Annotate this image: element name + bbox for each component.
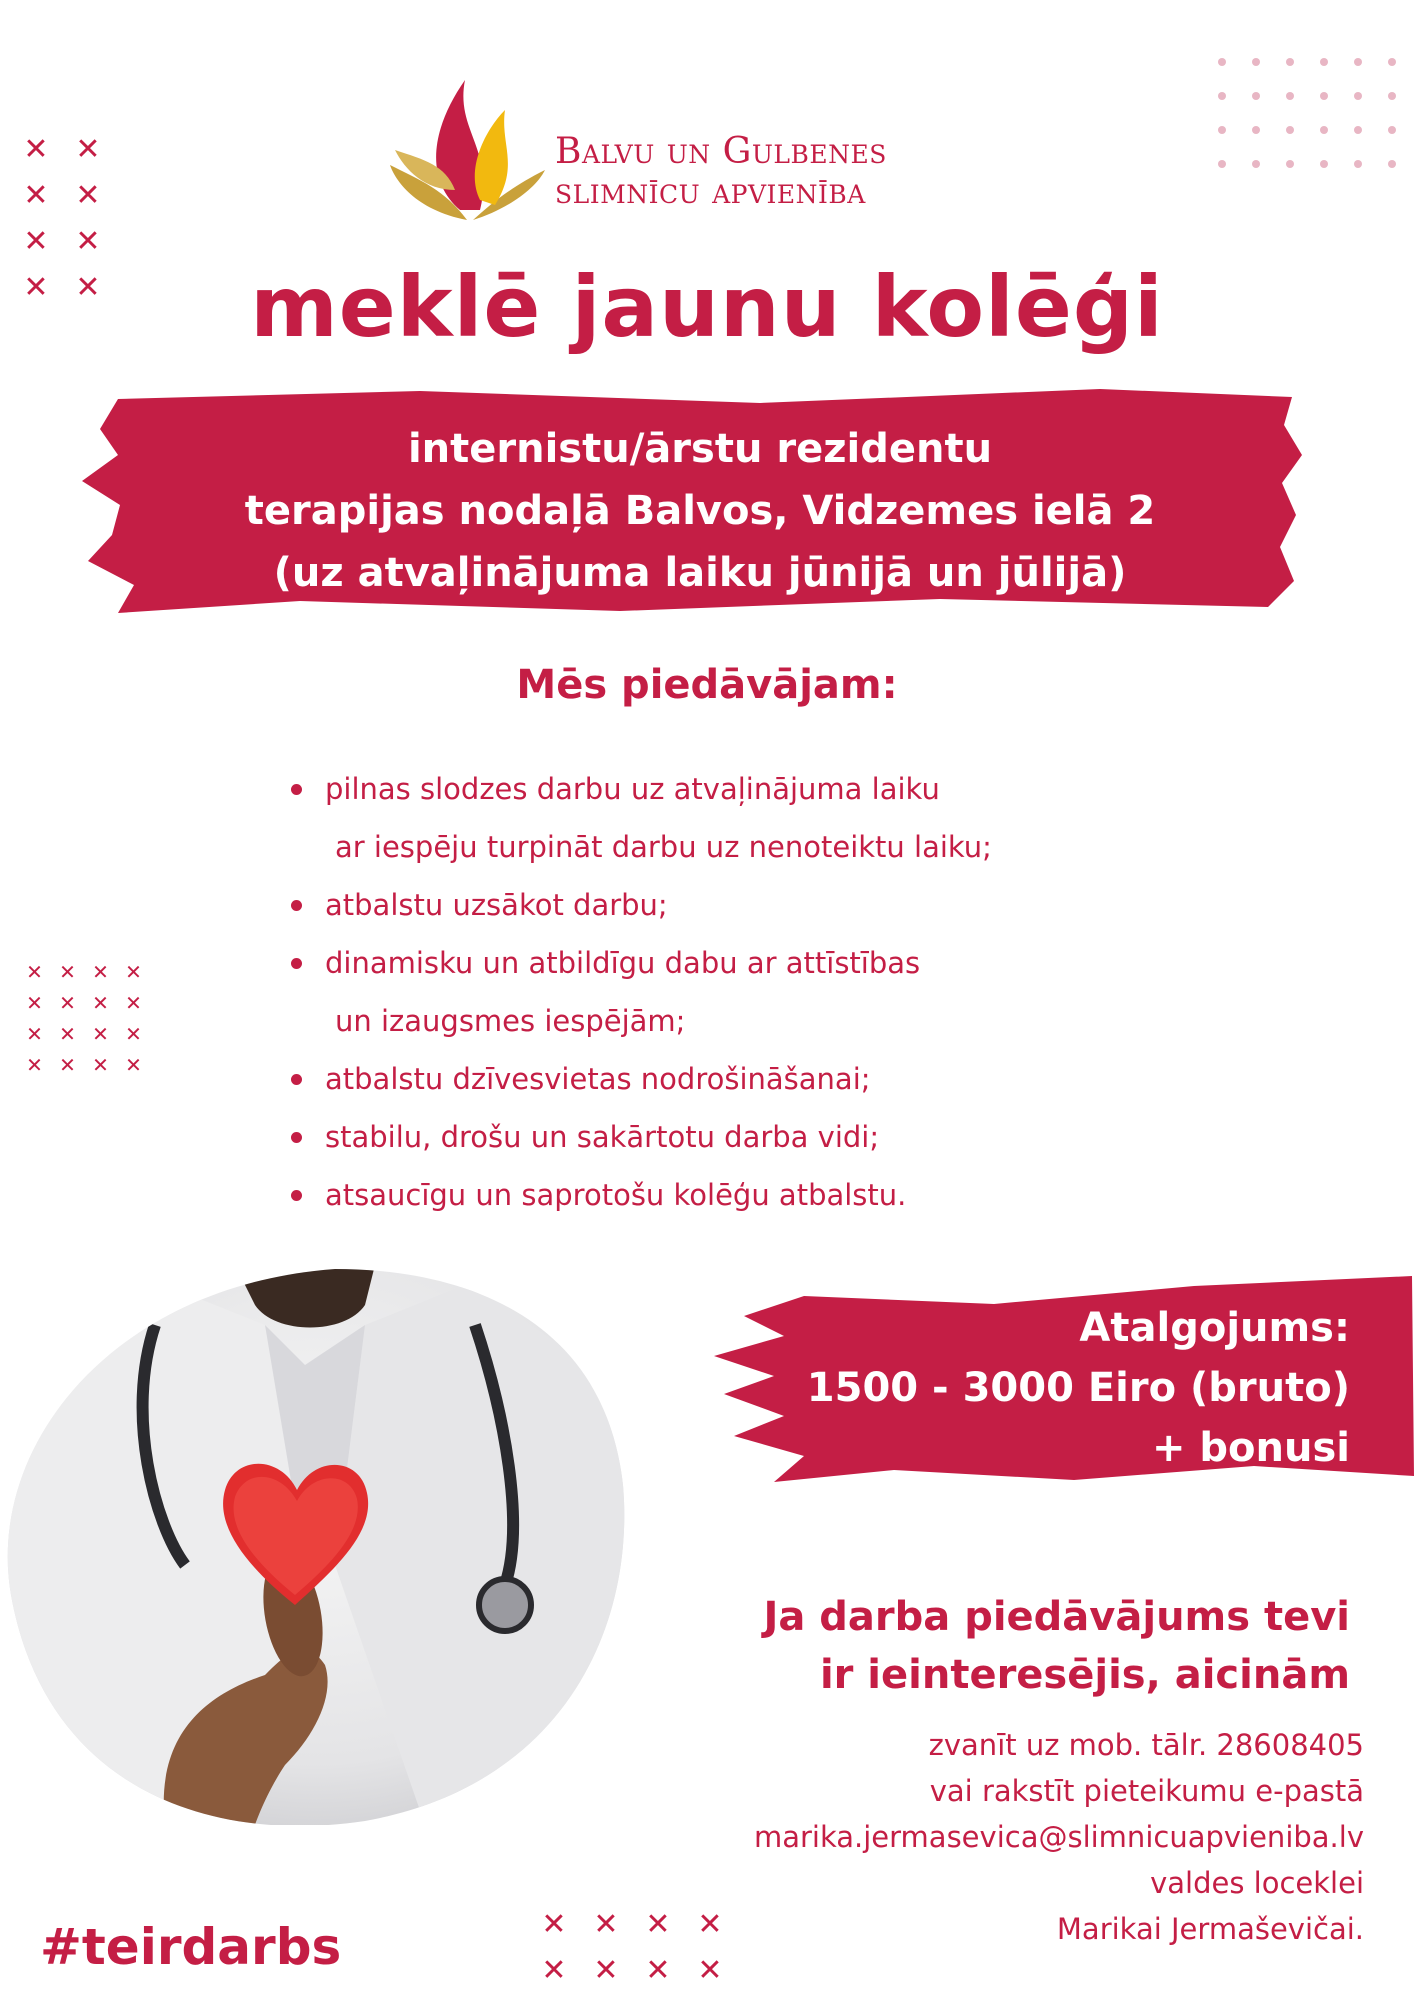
bullet-icon xyxy=(291,900,302,911)
benefit-text-cont: ar iespēju turpināt darbu uz nenoteiktu laiku; xyxy=(335,830,992,864)
salary-range: 1500 - 3000 Eiro (bruto) xyxy=(806,1365,1350,1411)
contact-phone[interactable]: zvanīt uz mob. tālr. 28608405 xyxy=(928,1728,1364,1762)
contact-email-intro: vai rakstīt pieteikumu e-pastā xyxy=(929,1774,1364,1808)
contact-name: Marikai Jermaševičai. xyxy=(1056,1912,1364,1946)
list-item xyxy=(285,1108,1165,1166)
offer-title: Mēs piedāvājam: xyxy=(516,662,898,708)
benefit-text-cont: un izaugsmes iespējām; xyxy=(335,1004,686,1038)
decor-crosses-mid-left: ✕ ✕ ✕ ✕ ✕ ✕ ✕ ✕ ✕ ✕ ✕ ✕ ✕ ✕ ✕ ✕ xyxy=(26,960,142,1077)
position-banner-text xyxy=(150,418,1250,604)
bullet-icon xyxy=(291,784,302,795)
list-item xyxy=(285,876,1165,934)
benefits-list xyxy=(285,760,1165,1224)
list-item xyxy=(285,1050,1165,1108)
hashtag: #teirdarbs xyxy=(40,1918,342,1976)
logo-line-1: Balvu un Gulbenes xyxy=(555,131,887,172)
position-period: (uz atvaļinājuma laiku jūnijā un jūlijā) xyxy=(273,550,1127,596)
benefit-text: atbalstu uzsākot darbu; xyxy=(325,888,668,922)
salary-label: Atalgojums: xyxy=(1079,1305,1350,1351)
bullet-icon xyxy=(291,1132,302,1143)
bullet-icon xyxy=(291,1074,302,1085)
logo-line-2: slimnīcu apvienība xyxy=(555,170,866,212)
benefit-text: atbalstu dzīvesvietas nodrošināšanai; xyxy=(325,1062,871,1096)
benefit-text: pilnas slodzes darbu uz atvaļinājuma laiku xyxy=(325,772,940,806)
bullet-icon xyxy=(291,958,302,969)
doctor-heart-photo xyxy=(5,1265,625,1825)
contact-block xyxy=(754,1722,1364,1952)
contact-role: valdes loceklei xyxy=(1150,1866,1364,1900)
invitation-text xyxy=(763,1588,1350,1704)
headline: meklē jaunu kolēģi xyxy=(250,258,1164,356)
list-item xyxy=(285,1166,1165,1224)
hospital-logo xyxy=(385,70,985,230)
decor-crosses-bottom: ✕ ✕ ✕ ✕ ✕ ✕ ✕ ✕ xyxy=(541,1907,723,1988)
list-item xyxy=(285,760,1165,876)
bullet-icon xyxy=(291,1190,302,1201)
position-title: internistu/ārstu rezidentu xyxy=(407,426,993,472)
contact-email[interactable]: marika.jermasevica@slimnicuapvieniba.lv xyxy=(753,1820,1364,1854)
flame-leaf-logo-icon xyxy=(385,70,555,230)
invitation-line-1: Ja darba piedāvājums tevi xyxy=(763,1594,1350,1640)
benefit-text: dinamisku un atbildīgu dabu ar attīstības xyxy=(325,946,921,980)
invitation-line-2: ir ieinteresējis, aicinām xyxy=(819,1652,1350,1698)
decor-dots-top-right xyxy=(1218,58,1414,194)
benefit-text: atsaucīgu un saprotošu kolēģu atbalstu. xyxy=(325,1178,907,1212)
salary-block xyxy=(807,1298,1350,1478)
salary-bonus: + bonusi xyxy=(1151,1425,1350,1471)
position-department: terapijas nodaļā Balvos, Vidzemes ielā 2 xyxy=(244,488,1156,534)
logo-text xyxy=(555,132,995,211)
benefit-text: stabilu, drošu un sakārtotu darba vidi; xyxy=(325,1120,880,1154)
decor-crosses-top-left: ✕ ✕ ✕ ✕ ✕ ✕ ✕ ✕ xyxy=(23,132,101,305)
list-item xyxy=(285,934,1165,1050)
